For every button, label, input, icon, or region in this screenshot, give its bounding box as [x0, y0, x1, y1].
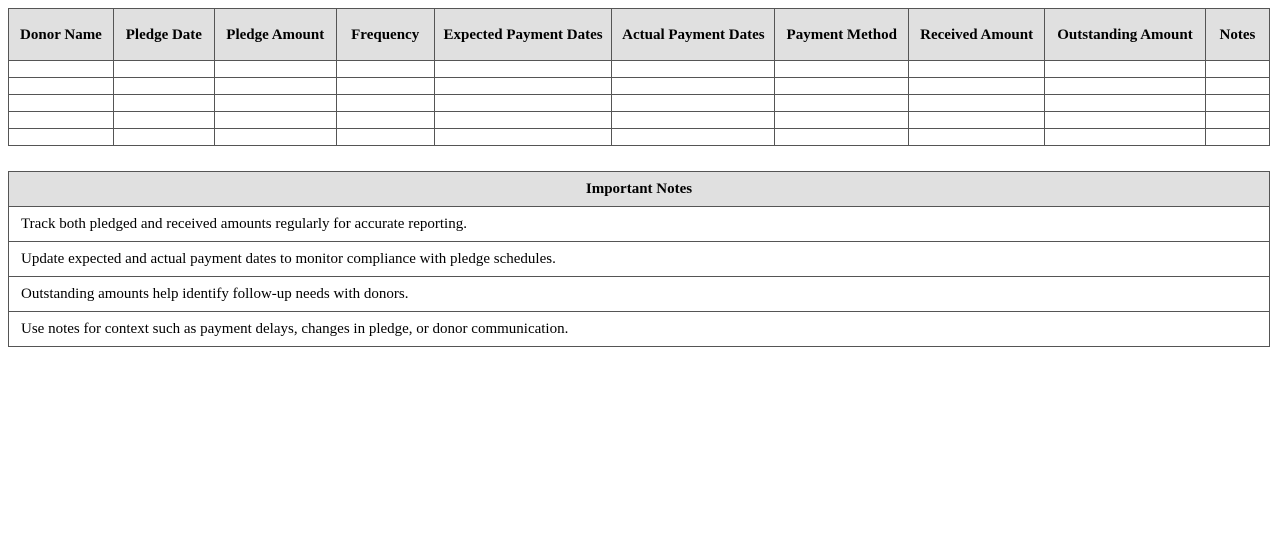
cell-received-amount[interactable] — [909, 61, 1045, 78]
cell-notes[interactable] — [1205, 61, 1269, 78]
cell-donor-name[interactable] — [9, 61, 114, 78]
cell-donor-name[interactable] — [9, 129, 114, 146]
table-row — [9, 129, 1270, 146]
table-row — [9, 78, 1270, 95]
table-row — [9, 112, 1270, 129]
cell-received-amount[interactable] — [909, 95, 1045, 112]
table-row — [9, 61, 1270, 78]
cell-pledge-date[interactable] — [113, 95, 214, 112]
cell-received-amount[interactable] — [909, 112, 1045, 129]
column-header-pledge-date: Pledge Date — [113, 9, 214, 61]
note-item: Update expected and actual payment dates to monitor compliance with pledge schedules. — [9, 242, 1270, 277]
cell-notes[interactable] — [1205, 78, 1269, 95]
cell-frequency[interactable] — [336, 78, 434, 95]
cell-donor-name[interactable] — [9, 95, 114, 112]
note-row — [9, 277, 1270, 312]
column-header-expected-payment-dates: Expected Payment Dates — [434, 9, 612, 61]
cell-expected-payment-dates[interactable] — [434, 61, 612, 78]
note-item: Use notes for context such as payment delays, changes in pledge, or donor communication. — [9, 312, 1270, 347]
cell-pledge-amount[interactable] — [214, 95, 336, 112]
header-row — [9, 9, 1270, 61]
cell-outstanding-amount[interactable] — [1045, 78, 1206, 95]
cell-frequency[interactable] — [336, 95, 434, 112]
cell-received-amount[interactable] — [909, 78, 1045, 95]
note-row — [9, 312, 1270, 347]
column-header-frequency: Frequency — [336, 9, 434, 61]
cell-frequency[interactable] — [336, 129, 434, 146]
column-header-received-amount: Received Amount — [909, 9, 1045, 61]
cell-actual-payment-dates[interactable] — [612, 61, 775, 78]
cell-expected-payment-dates[interactable] — [434, 78, 612, 95]
column-header-outstanding-amount: Outstanding Amount — [1045, 9, 1206, 61]
cell-received-amount[interactable] — [909, 129, 1045, 146]
cell-payment-method[interactable] — [775, 95, 909, 112]
cell-outstanding-amount[interactable] — [1045, 112, 1206, 129]
cell-donor-name[interactable] — [9, 78, 114, 95]
cell-notes[interactable] — [1205, 112, 1269, 129]
note-row — [9, 207, 1270, 242]
cell-pledge-amount[interactable] — [214, 61, 336, 78]
cell-actual-payment-dates[interactable] — [612, 95, 775, 112]
cell-payment-method[interactable] — [775, 78, 909, 95]
cell-pledge-date[interactable] — [113, 78, 214, 95]
cell-notes[interactable] — [1205, 129, 1269, 146]
pledge-tracking-table — [8, 8, 1270, 146]
notes-header-row — [9, 172, 1270, 207]
cell-frequency[interactable] — [336, 112, 434, 129]
cell-expected-payment-dates[interactable] — [434, 95, 612, 112]
cell-pledge-date[interactable] — [113, 129, 214, 146]
column-header-pledge-amount: Pledge Amount — [214, 9, 336, 61]
cell-notes[interactable] — [1205, 95, 1269, 112]
cell-outstanding-amount[interactable] — [1045, 129, 1206, 146]
table-row — [9, 95, 1270, 112]
note-item: Outstanding amounts help identify follow-up needs with donors. — [9, 277, 1270, 312]
cell-outstanding-amount[interactable] — [1045, 61, 1206, 78]
important-notes-table — [8, 171, 1270, 347]
cell-pledge-amount[interactable] — [214, 129, 336, 146]
column-header-notes: Notes — [1205, 9, 1269, 61]
cell-actual-payment-dates[interactable] — [612, 112, 775, 129]
cell-pledge-date[interactable] — [113, 112, 214, 129]
cell-outstanding-amount[interactable] — [1045, 95, 1206, 112]
cell-payment-method[interactable] — [775, 61, 909, 78]
cell-donor-name[interactable] — [9, 112, 114, 129]
cell-pledge-amount[interactable] — [214, 78, 336, 95]
note-item: Track both pledged and received amounts regularly for accurate reporting. — [9, 207, 1270, 242]
cell-frequency[interactable] — [336, 61, 434, 78]
notes-title: Important Notes — [9, 172, 1270, 207]
note-row — [9, 242, 1270, 277]
cell-pledge-date[interactable] — [113, 61, 214, 78]
column-header-donor-name: Donor Name — [9, 9, 114, 61]
cell-payment-method[interactable] — [775, 129, 909, 146]
cell-payment-method[interactable] — [775, 112, 909, 129]
cell-pledge-amount[interactable] — [214, 112, 336, 129]
cell-actual-payment-dates[interactable] — [612, 78, 775, 95]
cell-actual-payment-dates[interactable] — [612, 129, 775, 146]
column-header-actual-payment-dates: Actual Payment Dates — [612, 9, 775, 61]
cell-expected-payment-dates[interactable] — [434, 112, 612, 129]
cell-expected-payment-dates[interactable] — [434, 129, 612, 146]
column-header-payment-method: Payment Method — [775, 9, 909, 61]
